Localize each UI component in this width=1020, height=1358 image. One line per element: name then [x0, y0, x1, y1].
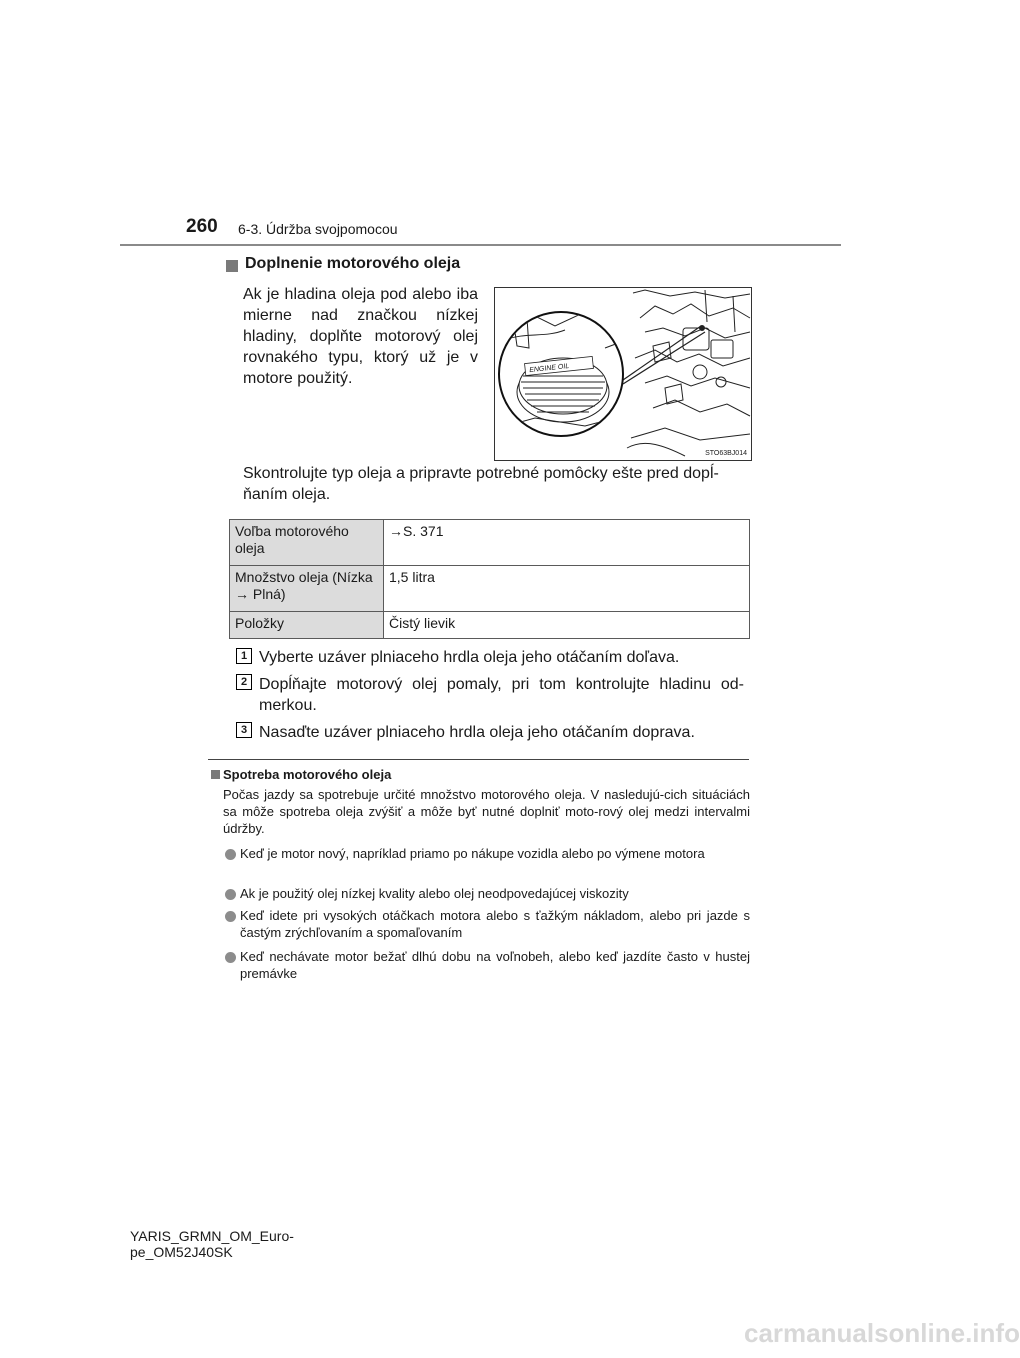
notes-square-icon	[211, 770, 220, 779]
notes-intro: Počas jazdy sa spotrebuje určité množstvo motorového oleja. V nasledujú-cich situáciách sa môže spotreba oleja zvýšiť a môže byť nutné doplniť moto-rový olej medzi intervalmi údržby.	[223, 787, 750, 836]
section-divider	[208, 759, 749, 760]
table-row	[230, 566, 750, 612]
bullet-icon	[225, 889, 236, 900]
notes-bullet: Keď je motor nový, napríklad priamo po nákupe vozidla alebo po výmene motora	[240, 846, 705, 861]
document-footer	[130, 1228, 294, 1260]
table-value: 1,5 litra	[384, 566, 750, 612]
table-key: Množstvo oleja (Nízka → Plná)	[230, 566, 384, 612]
footer-line-1: YARIS_GRMN_OM_Euro-	[130, 1228, 294, 1244]
oil-filler-location-marker	[699, 325, 705, 331]
footer-line-2: pe_OM52J40SK	[130, 1244, 233, 1260]
notes-title: Spotreba motorového oleja	[223, 767, 392, 782]
heading-square-icon	[226, 260, 238, 272]
step-text-1: Vyberte uzáver plniaceho hrdla oleja jeho otáčaním doľava.	[259, 649, 680, 666]
step-number-2: 2	[236, 674, 252, 690]
intro-paragraph: Ak je hladina oleja pod alebo iba mierne nad značkou nízkej hladiny, doplňte motorový olej rovnakého typu, ktorý už je v motore použitý.	[243, 286, 478, 387]
step-number-1: 1	[236, 648, 252, 664]
bullet-icon	[225, 911, 236, 922]
step-text-3: Nasaďte uzáver plniaceho hrdla oleja jeho otáčaním doprava.	[259, 724, 695, 741]
bullet-icon	[225, 849, 236, 860]
bullet-icon	[225, 952, 236, 963]
engine-oil-label: ENGINE OIL	[528, 362, 570, 375]
figure-code: STO63BJ014	[705, 450, 747, 457]
table-row	[230, 520, 750, 566]
table-value: →S. 371	[384, 520, 750, 566]
engine-bay-drawing	[495, 288, 751, 460]
header-rule	[120, 244, 841, 246]
notes-bullet: Keď idete pri vysokých otáčkach motora alebo s ťažkým nákladom, alebo pri jazde s častým zrýchľovaním a spomaľovaním	[240, 908, 750, 940]
notes-bullet: Keď nechávate motor bežať dlhú dobu na voľnobeh, alebo keď jazdíte často v hustej premávke	[240, 949, 750, 981]
table-key: Voľba motorového oleja	[230, 520, 384, 566]
subsection-heading: Doplnenie motorového oleja	[245, 255, 461, 272]
table-row	[230, 612, 750, 639]
oil-cap-illustration	[494, 287, 752, 461]
oil-spec-table	[229, 519, 750, 639]
step-text-2: Dopĺňajte motorový olej pomaly, pri tom kontrolujte hladinu od-merkou.	[259, 676, 744, 714]
table-value: Čistý lievik	[384, 612, 750, 639]
check-paragraph: Skontrolujte typ oleja a pripravte potrebné pomôcky ešte pred dopĺ-ňaním oleja.	[243, 465, 719, 503]
table-key: Položky	[230, 612, 384, 639]
notes-bullet: Ak je použitý olej nízkej kvality alebo olej neodpovedajúcej viskozity	[240, 886, 629, 901]
step-number-3: 3	[236, 722, 252, 738]
section-title: 6-3. Údržba svojpomocou	[238, 221, 398, 237]
page-number: 260	[186, 216, 218, 237]
watermark: carmanualsonline.info	[744, 1318, 1020, 1348]
